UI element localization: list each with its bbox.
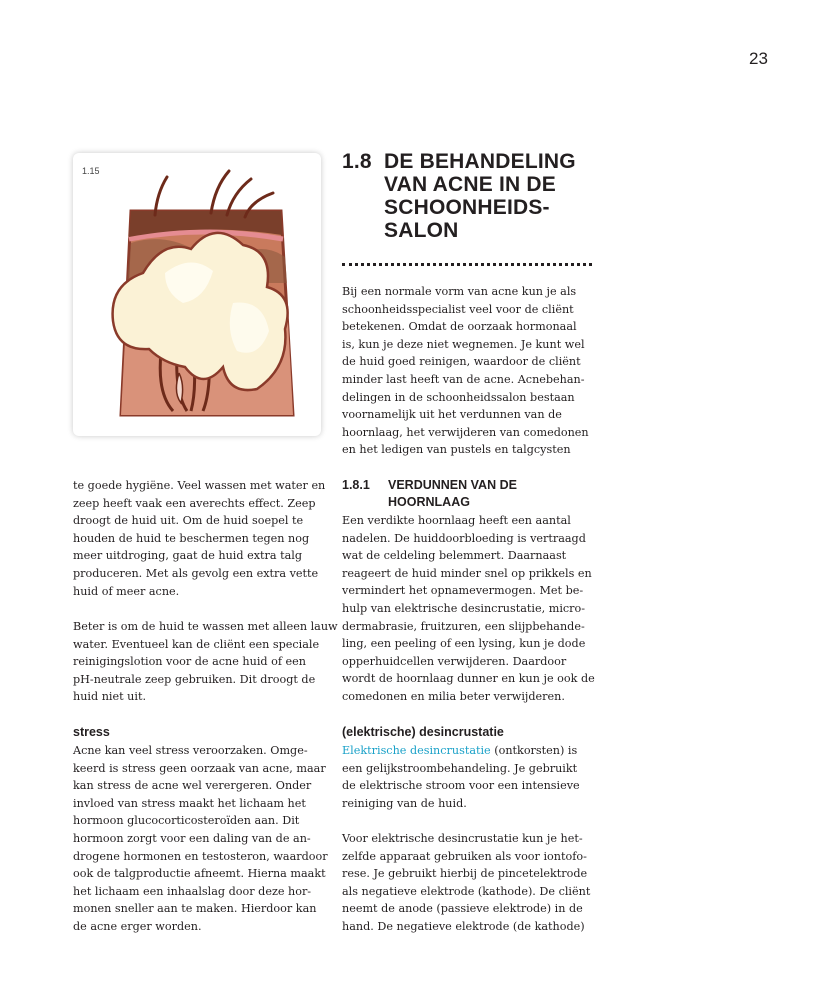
intro-paragraph	[342, 283, 594, 459]
figure-label: 1.15	[82, 166, 100, 176]
text-line: voornamelijk uit het verdunnen van de	[342, 408, 562, 422]
text-line: nadelen. De huiddoorbloeding is vertraagd	[342, 531, 586, 545]
text-line: hulp van elektrische desincrustatie, micro-	[342, 601, 586, 615]
desincrustatie-section	[342, 724, 594, 936]
subsection-title-line: VERDUNNEN VAN DE	[388, 478, 517, 492]
text-line: water. Eventueel kan de cliënt een speciale	[73, 637, 320, 651]
text-line: reinigingslotion voor de acne huid of een	[73, 655, 306, 669]
text-line: hoornlaag, het verwijderen van comedonen	[342, 425, 589, 439]
page-number: 23	[749, 49, 768, 68]
desincrustatie-paragraph	[342, 742, 594, 812]
subsection-number: 1.8.1	[342, 478, 370, 492]
text-line: reageert de huid minder snel op prikkels en	[342, 566, 592, 580]
text-span: (ontkorsten) is	[490, 744, 578, 757]
text-line: de acne erger worden.	[73, 919, 202, 933]
text-line: delingen in de schoonheidssalon bestaan	[342, 390, 575, 404]
acne-skin-illustration	[73, 153, 321, 436]
text-line: minder last heeft van de acne. Acnebehan-	[342, 372, 585, 386]
text-line: comedonen en milia beter verwijderen.	[342, 689, 565, 703]
text-line: hand. De negatieve elektrode (de kathode)	[342, 919, 585, 933]
text-line	[342, 742, 594, 760]
text-line: Een verdikte hoornlaag heeft een aantal	[342, 514, 571, 527]
section-title-line: SALON	[384, 219, 459, 242]
text-line: de huid goed reinigen, waardoor de cliënt	[342, 355, 581, 369]
text-line: zeep heeft vaak een averechts effect. Zeep	[73, 496, 316, 510]
section-title	[384, 150, 576, 242]
text-line: Beter is om de huid te wassen met alleen lauw	[73, 620, 338, 633]
stress-section	[73, 724, 328, 936]
stress-paragraph	[73, 742, 328, 936]
text-line: monen sneller aan te maken. Hierdoor kan	[73, 902, 317, 916]
text-line: kan stress de acne wel verergeren. Onder	[73, 779, 312, 793]
figure-card	[73, 153, 321, 436]
text-line: schoonheidsspecialist veel voor de cliënt	[342, 302, 574, 316]
left-paragraph-2	[73, 618, 338, 706]
text-line: te goede hygiëne. Veel wassen met water en	[73, 479, 326, 492]
text-line: ling, een peeling of een lysing, kun je dode	[342, 637, 586, 651]
text-line: de elektrische stroom voor een intensieve	[342, 779, 580, 793]
text-line: Voor elektrische desincrustatie kun je het-	[342, 831, 583, 845]
section-title-line: VAN ACNE IN DE	[384, 173, 556, 196]
text-line: hormoon glucocorticosteroïden aan. Dit	[73, 814, 300, 828]
text-line: Bij een normale vorm van acne kun je als	[342, 285, 577, 298]
text-line: vermindert het opnamevermogen. Met be-	[342, 584, 584, 598]
text-line: als negatieve elektrode (kathode). De cliënt	[342, 884, 591, 898]
text-line: produceren. Met als gevolg een extra vette	[73, 566, 319, 580]
text-line: pH-neutrale zeep gebruiken. Dit droogt de	[73, 672, 316, 686]
text-line: drogene hormonen en testosteron, waardoor	[73, 849, 328, 863]
text-line: betekenen. Omdat de oorzaak hormonaal	[342, 320, 577, 334]
text-line: ook de talgproductie afneemt. Hierna maakt	[73, 867, 326, 881]
section-title-line: SCHOONHEIDS-	[384, 196, 550, 219]
subsection-title	[388, 477, 517, 511]
text-line: is, kun je deze niet wegnemen. Je kunt wel	[342, 337, 585, 351]
text-line: hormoon zorgt voor een daling van de an-	[73, 831, 311, 845]
text-line: invloed van stress maakt het lichaam het	[73, 796, 306, 810]
text-line: keerd is stress geen oorzaak van acne, maar	[73, 761, 326, 775]
left-paragraph-1	[73, 477, 328, 600]
text-line: wat de celdeling belemmert. Daarnaast	[342, 549, 567, 563]
text-line: zelfde apparaat gebruiken als voor iontofo-	[342, 849, 587, 863]
glossary-link[interactable]: Elektrische desincrustatie	[342, 744, 491, 757]
text-line: neemt de anode (passieve elektrode) in de	[342, 902, 583, 916]
text-line: het lichaam een inhaalslag door deze hor-	[73, 884, 312, 898]
hoornlaag-paragraph	[342, 512, 594, 706]
desincrustatie-heading: (elektrische) desincrustatie	[342, 725, 504, 739]
section-title-line: DE BEHANDELING	[384, 150, 576, 173]
text-line: Acne kan veel stress veroorzaken. Omge-	[73, 744, 308, 757]
text-line: droogt de huid uit. Om de huid soepel te	[73, 514, 304, 528]
stress-heading: stress	[73, 725, 110, 739]
desincrustatie-paragraph-2	[342, 830, 594, 936]
text-line: reiniging van de huid.	[342, 796, 467, 810]
text-line: huid of meer acne.	[73, 584, 180, 598]
text-line: huid niet uit.	[73, 690, 146, 704]
text-line: en het ledigen van pustels en talgcysten	[342, 443, 571, 457]
text-line: een gelijkstroombehandeling. Je gebruikt	[342, 761, 578, 775]
section-number: 1.8	[342, 150, 372, 173]
text-line: meer uitdroging, gaat de huid extra talg	[73, 549, 302, 563]
text-line: rese. Je gebruikt hierbij de pincetelektrode	[342, 867, 588, 881]
text-line: dermabrasie, fruitzuren, een slijpbehande-	[342, 619, 585, 633]
text-line: houden de huid te beschermen tegen nog	[73, 531, 310, 545]
subsection-title-line: HOORNLAAG	[388, 495, 470, 509]
text-line: opperhuidcellen verwijderen. Daardoor	[342, 654, 567, 668]
dotted-divider	[342, 263, 592, 266]
text-line: wordt de hoornlaag dunner en kun je ook de	[342, 672, 595, 686]
